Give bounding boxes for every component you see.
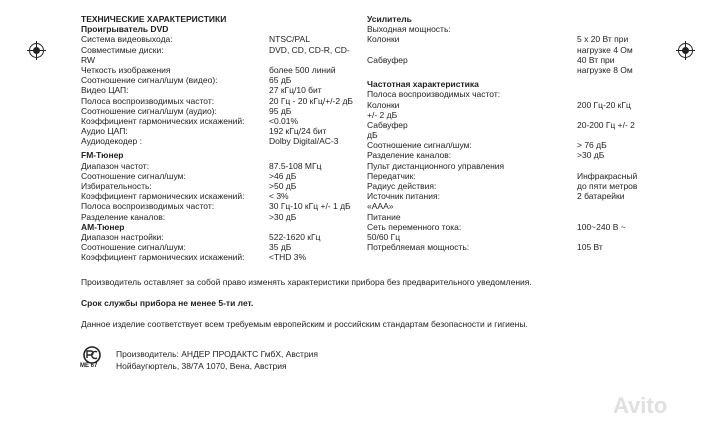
spec-value: Инфракрасный bbox=[577, 170, 638, 181]
spec-row bbox=[81, 45, 361, 55]
freq-heading: Частотная характеристика bbox=[367, 79, 479, 90]
spec-value: 65 дБ bbox=[269, 75, 292, 86]
spec-label: Выходная мощность: bbox=[367, 24, 451, 35]
spec-label: Потребляемая мощность: bbox=[367, 242, 470, 253]
spec-row bbox=[367, 161, 652, 171]
spec-value: NTSC/PAL bbox=[269, 34, 310, 45]
spec-label: Полоса воспроизводимых частот: bbox=[81, 201, 215, 212]
specs-left-column bbox=[81, 14, 361, 263]
spec-row bbox=[367, 120, 652, 130]
spec-row bbox=[81, 252, 361, 262]
spec-row bbox=[367, 171, 652, 181]
spec-value: 95 дБ bbox=[269, 105, 292, 116]
spec-value: 2 батарейки bbox=[577, 191, 625, 202]
spec-label: Разделение каналов: bbox=[367, 150, 452, 161]
specs-title: ТЕХНИЧЕСКИЕ ХАРАКТЕРИСТИКИ bbox=[81, 14, 227, 24]
spec-label: Передатчик: bbox=[367, 170, 416, 181]
spec-row bbox=[81, 191, 361, 201]
spec-row bbox=[367, 201, 652, 211]
spec-value: 40 Вт при bbox=[577, 54, 615, 65]
spec-label: Питание bbox=[367, 211, 401, 222]
spec-row bbox=[81, 136, 361, 146]
registration-mark-left bbox=[29, 43, 44, 58]
spec-row bbox=[367, 191, 652, 201]
spec-label: 50/60 Гц bbox=[367, 231, 401, 242]
spec-value: 5 х 20 Вт при bbox=[577, 34, 629, 45]
spec-value: более 500 линий bbox=[269, 64, 336, 75]
spec-label: «AAA» bbox=[367, 201, 394, 212]
spec-row bbox=[81, 242, 361, 252]
spec-value: >50 дБ bbox=[269, 181, 297, 191]
spec-label: Диапазон частот: bbox=[81, 160, 150, 171]
spec-row bbox=[81, 85, 361, 95]
dvd-heading: Проигрыватель DVD bbox=[81, 24, 169, 35]
spec-label: +/- 2 дБ bbox=[367, 109, 398, 120]
spec-label: Колонки bbox=[367, 99, 400, 110]
spec-row bbox=[81, 161, 361, 171]
avito-watermark: Avito bbox=[613, 393, 668, 418]
spec-label: RW bbox=[81, 54, 96, 65]
spec-row bbox=[367, 212, 652, 222]
spec-label: Аудиодекодер : bbox=[81, 136, 142, 147]
spec-row bbox=[367, 89, 652, 99]
spec-row bbox=[367, 34, 652, 44]
dvd-spec-list bbox=[81, 34, 361, 146]
spec-value: 87.5-108 МГц bbox=[269, 160, 322, 171]
spec-value: 20-200 Гц +/- 2 bbox=[577, 119, 635, 130]
rights-notice: Производитель оставляет за собой право изменять характеристики прибора без предварительного уведомления. bbox=[81, 277, 532, 287]
spec-value: нагрузке 4 Ом bbox=[577, 44, 633, 55]
spec-label: Коэффициент гармонических искажений: bbox=[81, 191, 245, 202]
spec-row bbox=[81, 212, 361, 222]
spec-value: 100~240 В ~ bbox=[577, 221, 626, 232]
spec-row bbox=[81, 96, 361, 106]
spec-label: Сабвуфер bbox=[367, 54, 408, 65]
spec-label: Система видеовыхода: bbox=[81, 34, 173, 45]
spec-row bbox=[81, 75, 361, 85]
spec-label: Разделение каналов: bbox=[81, 211, 166, 222]
spec-label: Аудио ЦАП: bbox=[81, 126, 128, 137]
am-spec-list bbox=[81, 232, 361, 263]
spec-label: Коэффициент гармонических искажений: bbox=[81, 252, 245, 263]
spec-value: >30 дБ bbox=[577, 150, 605, 161]
spec-value: >30 дБ bbox=[269, 211, 297, 222]
spec-row bbox=[81, 65, 361, 75]
spec-row bbox=[367, 181, 652, 191]
spec-value: 35 дБ bbox=[269, 242, 292, 253]
spec-label: Полоса воспроизводимых частот: bbox=[81, 95, 215, 106]
compliance-notice: Данное изделие соответствует всем требуемым европейским и российским стандартам безопасности и гигиены. bbox=[81, 319, 528, 329]
spec-row bbox=[367, 130, 652, 140]
spec-label: Четкость изображения bbox=[81, 64, 171, 75]
spec-label: Избирательность: bbox=[81, 181, 152, 191]
spec-label: Диапазон настройки: bbox=[81, 231, 164, 242]
spec-label: Полоса воспроизводимых частот: bbox=[367, 89, 501, 100]
fm-heading: FM-Тюнер bbox=[81, 150, 124, 161]
spec-row bbox=[367, 150, 652, 160]
spec-row bbox=[81, 55, 361, 65]
spec-row bbox=[81, 181, 361, 191]
spec-row bbox=[81, 116, 361, 126]
spec-value: 200 Гц-20 кГц bbox=[577, 99, 631, 110]
spec-row bbox=[367, 65, 652, 75]
spec-label: Колонки bbox=[367, 34, 400, 45]
spec-label: Соотношение сигнал/шум: bbox=[81, 242, 186, 253]
spec-label: Соотношение сигнал/шум: bbox=[367, 140, 472, 151]
spec-value: >46 дБ bbox=[269, 170, 297, 181]
spec-label: Совместимые диски: bbox=[81, 44, 164, 55]
spec-row bbox=[367, 24, 652, 34]
spec-value: > 76 дБ bbox=[577, 140, 607, 151]
spec-value: 30 Гц-10 кГц +/- 1 дБ bbox=[269, 201, 351, 212]
spec-value: <THD 3% bbox=[269, 252, 307, 263]
manufacturer-line-2: Нойбаугюртель, 38/7А 1070, Вена, Австрия bbox=[116, 361, 287, 371]
registration-mark-right bbox=[678, 43, 693, 58]
spec-value: Dolby Digital/AC-3 bbox=[269, 136, 339, 147]
spec-value: 20 Гц - 20 кГц/+/-2 дБ bbox=[269, 95, 353, 106]
spec-value: < 3% bbox=[269, 191, 289, 202]
spec-row bbox=[367, 140, 652, 150]
spec-label: Видео ЦАП: bbox=[81, 85, 129, 96]
spec-row bbox=[367, 222, 652, 232]
spec-value: 105 Вт bbox=[577, 242, 603, 253]
cert-mark: МЕ 67 bbox=[80, 363, 98, 369]
spec-row bbox=[367, 45, 652, 55]
spec-row bbox=[81, 171, 361, 181]
spec-row bbox=[367, 232, 652, 242]
spec-value: <0.01% bbox=[269, 115, 299, 126]
spec-label: Соотношение сигнал/шум (аудио): bbox=[81, 105, 217, 116]
spec-row bbox=[81, 232, 361, 242]
spec-value: нагрузке 8 Ом bbox=[577, 64, 633, 75]
amp-spec-list bbox=[367, 24, 652, 75]
amp-heading: Усилитель bbox=[367, 14, 412, 24]
spec-row bbox=[367, 100, 652, 110]
spec-label: Коэффициент гармонических искажений: bbox=[81, 115, 245, 126]
specs-right-column bbox=[367, 14, 652, 252]
spec-label: Сабвуфер bbox=[367, 119, 408, 130]
spec-row bbox=[367, 242, 652, 252]
spec-row bbox=[367, 110, 652, 120]
spec-row bbox=[367, 55, 652, 65]
spec-row bbox=[81, 34, 361, 44]
spec-label: Соотношение сигнал/шум: bbox=[81, 170, 186, 181]
spec-label: Источник питания: bbox=[367, 191, 440, 202]
spec-row bbox=[81, 201, 361, 211]
spec-label: Радиус действия: bbox=[367, 181, 437, 191]
spec-value: 522-1620 кГц bbox=[269, 231, 321, 242]
spec-label: дБ bbox=[367, 130, 378, 141]
spec-value: 27 кГц/10 бит bbox=[269, 85, 322, 96]
fm-spec-list bbox=[81, 161, 361, 222]
spec-label: Соотношение сигнал/шум (видео): bbox=[81, 75, 218, 86]
spec-value: 192 кГц/24 бит bbox=[269, 126, 327, 137]
am-heading: АМ-Тюнер bbox=[81, 221, 125, 232]
spec-label: Пульт дистанционного управления bbox=[367, 160, 505, 171]
lifetime-notice: Срок службы прибора не менее 5-ти лет. bbox=[81, 298, 254, 308]
freq-spec-list bbox=[367, 89, 652, 252]
manufacturer-line-1: Производитель: АНДЕР ПРОДАКТС ГмбХ, Австрия bbox=[116, 349, 319, 359]
spec-value: до пяти метров bbox=[577, 181, 638, 191]
spec-row bbox=[81, 126, 361, 136]
spec-value: DVD, CD, CD-R, CD- bbox=[269, 44, 350, 55]
spec-label: Сеть переменного тока: bbox=[367, 221, 462, 232]
spec-row bbox=[81, 106, 361, 116]
